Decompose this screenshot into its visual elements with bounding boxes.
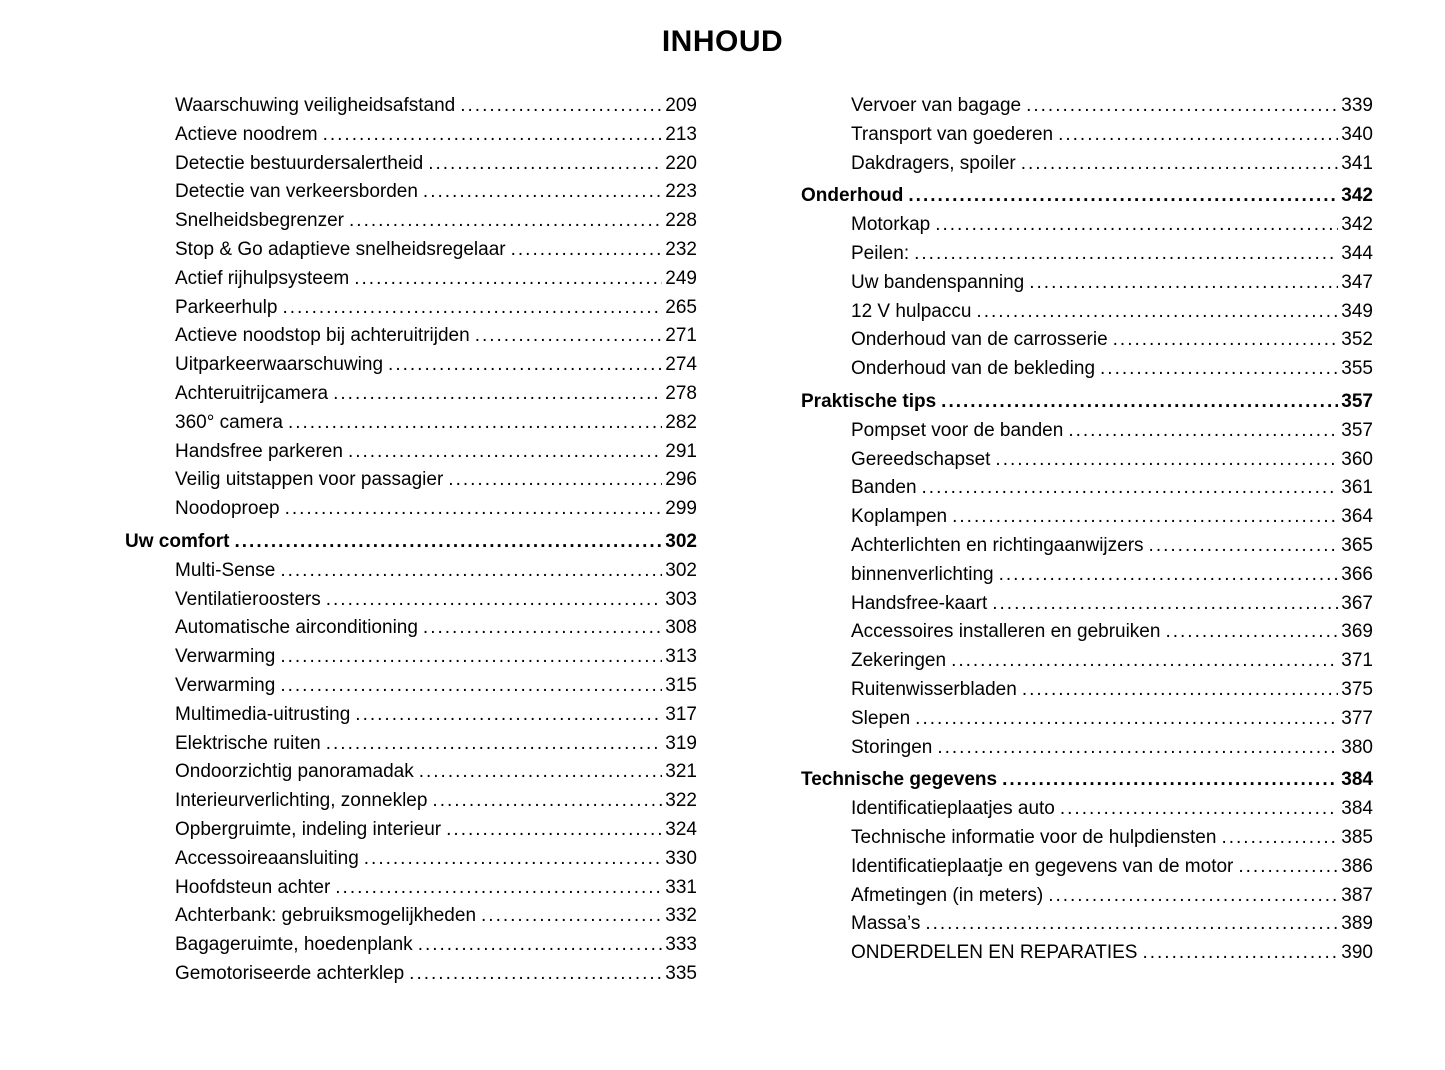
toc-dot-leader — [280, 557, 662, 586]
toc-entry — [801, 676, 1373, 705]
toc-entry-page-number: 274 — [665, 354, 697, 376]
toc-dot-leader — [951, 647, 1338, 676]
toc-entry-label: 12 V hulpaccu — [851, 300, 972, 322]
toc-entry-label: Massa’s — [851, 913, 921, 935]
toc-entry-label: Actieve noodstop bij achteruitrijden — [175, 325, 470, 347]
toc-dot-leader — [326, 730, 663, 759]
toc-dot-leader — [326, 586, 663, 615]
toc-dot-leader — [409, 960, 662, 989]
toc-entry — [801, 446, 1373, 475]
toc-dot-leader — [1238, 853, 1338, 882]
toc-entry — [125, 495, 697, 524]
toc-dot-leader — [925, 910, 1338, 939]
toc-entry-label: Transport van goederen — [851, 123, 1054, 145]
toc-entry-label: Automatische airconditioning — [175, 617, 418, 639]
toc-dot-leader — [952, 503, 1338, 532]
toc-entry-label: Bagageruimte, hoedenplank — [175, 934, 413, 956]
toc-dot-leader — [354, 265, 662, 294]
toc-entry-page-number: 389 — [1341, 913, 1373, 935]
toc-dot-leader — [285, 495, 663, 524]
toc-dot-leader — [423, 614, 662, 643]
toc-entry-page-number: 220 — [665, 152, 697, 174]
toc-entry-page-number: 339 — [1341, 95, 1373, 116]
toc-entry — [801, 939, 1373, 968]
toc-dot-leader — [976, 298, 1338, 327]
toc-entry-page-number: 265 — [665, 296, 697, 318]
toc-entry — [801, 705, 1373, 734]
toc-entry — [801, 647, 1373, 676]
toc-dot-leader — [282, 294, 662, 323]
toc-entry-page-number: 223 — [665, 181, 697, 203]
toc-entry-page-number: 377 — [1341, 707, 1373, 729]
toc-entry-page-number: 390 — [1341, 942, 1373, 964]
toc-entry-label: Veilig uitstappen voor passagier — [175, 469, 444, 491]
toc-entry-label: Uw bandenspanning — [851, 271, 1025, 293]
toc-dot-leader — [481, 902, 662, 931]
toc-entry-label: Identificatieplaatjes auto — [851, 798, 1055, 820]
toc-entry — [125, 178, 697, 207]
toc-entry-page-number: 324 — [665, 818, 697, 840]
toc-entry — [801, 326, 1373, 355]
toc-dot-leader — [460, 92, 662, 121]
toc-dot-leader — [280, 672, 662, 701]
toc-entry-page-number: 355 — [1341, 358, 1373, 380]
toc-entry-page-number: 319 — [665, 732, 697, 754]
toc-entry-label: Onderhoud — [801, 185, 904, 207]
page-title: INHOUD — [661, 25, 784, 58]
toc-entry — [801, 590, 1373, 619]
toc-entry-label: Achterlichten en richtingaanwijzers — [851, 534, 1144, 556]
toc-entry-page-number: 302 — [665, 530, 697, 552]
toc-entry-label: Technische gegevens — [801, 769, 998, 791]
toc-entry-label: Peilen: — [851, 242, 910, 264]
toc-dot-leader — [423, 178, 662, 207]
toc-entry-label: binnenverlichting — [851, 563, 994, 585]
toc-section-entry — [801, 182, 1373, 211]
toc-dot-leader — [235, 528, 663, 557]
toc-entry-label: Achterbank: gebruiksmogelijkheden — [175, 905, 477, 927]
toc-dot-leader — [448, 466, 662, 495]
toc-entry-label: Banden — [851, 477, 917, 499]
toc-entry — [801, 734, 1373, 763]
toc-entry — [125, 121, 697, 150]
toc-entry-page-number: 313 — [665, 646, 697, 668]
toc-entry-label: Uw comfort — [125, 530, 230, 552]
toc-entry — [125, 787, 697, 816]
toc-entry-label: Technische informatie voor de hulpdiensten — [851, 826, 1217, 848]
toc-entry-page-number: 332 — [665, 905, 697, 927]
toc-dot-leader — [323, 121, 663, 150]
toc-dot-leader — [999, 561, 1339, 590]
toc-dot-leader — [1048, 882, 1338, 911]
toc-entry-label: Opbergruimte, indeling interieur — [175, 818, 442, 840]
toc-dot-leader — [914, 240, 1338, 269]
toc-entry-page-number: 209 — [665, 95, 697, 116]
toc-entry-page-number: 365 — [1341, 534, 1373, 556]
toc-entry — [125, 960, 697, 989]
toc-column-right — [801, 92, 1373, 989]
toc-entry — [801, 121, 1373, 150]
toc-dot-leader — [992, 590, 1338, 619]
toc-entry-page-number: 380 — [1341, 736, 1373, 758]
toc-entry-label: Actieve noodrem — [175, 123, 318, 145]
toc-dot-leader — [1221, 824, 1338, 853]
toc-entry-page-number: 296 — [665, 469, 697, 491]
toc-dot-leader — [995, 446, 1338, 475]
toc-section-entry — [125, 528, 697, 557]
toc-entry — [801, 795, 1373, 824]
toc-entry-page-number: 341 — [1341, 152, 1373, 174]
toc-entry-page-number: 330 — [665, 847, 697, 869]
toc-entry — [125, 672, 697, 701]
toc-entry-label: Hoofdsteun achter — [175, 876, 331, 898]
toc-entry — [125, 614, 697, 643]
toc-entry — [125, 207, 697, 236]
toc-entry-page-number: 386 — [1341, 855, 1373, 877]
toc-dot-leader — [355, 701, 662, 730]
toc-entry-label: Dakdragers, spoiler — [851, 152, 1016, 174]
toc-entry-label: ONDERDELEN EN REPARATIES — [851, 942, 1138, 964]
toc-entry-label: Afmetingen (in meters) — [851, 884, 1044, 906]
toc-entry-page-number: 357 — [1341, 419, 1373, 441]
toc-entry-label: 360° camera — [175, 411, 283, 433]
toc-dot-leader — [1149, 532, 1339, 561]
toc-dot-leader — [1021, 150, 1339, 179]
toc-dot-leader — [1058, 121, 1338, 150]
toc-section-entry — [801, 388, 1373, 417]
toc-entry-label: Storingen — [851, 736, 933, 758]
toc-entry — [125, 351, 697, 380]
toc-entry — [801, 298, 1373, 327]
toc-entry-label: Onderhoud van de bekleding — [851, 358, 1096, 380]
toc-dot-leader — [349, 207, 662, 236]
toc-dot-leader — [388, 351, 662, 380]
toc-dot-leader — [1029, 269, 1338, 298]
toc-entry — [125, 236, 697, 265]
toc-entry-label: Waarschuwing veiligheidsafstand — [175, 95, 456, 116]
toc-dot-leader — [335, 874, 662, 903]
toc-entry-label: Snelheidsbegrenzer — [175, 210, 345, 232]
toc-entry-label: Slepen — [851, 707, 911, 729]
toc-entry — [125, 466, 697, 495]
toc-entry-page-number: 385 — [1341, 826, 1373, 848]
toc-dot-leader — [475, 322, 663, 351]
toc-dot-leader — [333, 380, 662, 409]
toc-entry-page-number: 322 — [665, 790, 697, 812]
toc-entry-label: Handsfree parkeren — [175, 440, 343, 462]
toc-entry-label: Interieurverlichting, zonneklep — [175, 790, 428, 812]
toc-entry — [125, 92, 697, 121]
toc-dot-leader — [428, 150, 662, 179]
toc-entry — [125, 557, 697, 586]
toc-entry-label: Praktische tips — [801, 390, 937, 412]
toc-entry-label: Achteruitrijcamera — [175, 382, 329, 404]
toc-entry — [801, 503, 1373, 532]
toc-section-entry — [801, 766, 1373, 795]
toc-dot-leader — [1022, 676, 1338, 705]
toc-entry-page-number: 342 — [1341, 185, 1373, 207]
toc-entry — [801, 211, 1373, 240]
toc-entry — [125, 294, 697, 323]
toc-entry-page-number: 213 — [665, 123, 697, 145]
toc-entry-page-number: 384 — [1341, 769, 1373, 791]
toc-entry-page-number: 340 — [1341, 123, 1373, 145]
toc-entry — [801, 240, 1373, 269]
toc-dot-leader — [1113, 326, 1339, 355]
toc-entry — [801, 532, 1373, 561]
toc-entry — [125, 902, 697, 931]
toc-dot-leader — [432, 787, 662, 816]
toc-entry-label: Motorkap — [851, 214, 931, 236]
toc-entry-page-number: 344 — [1341, 242, 1373, 264]
toc-dot-leader — [922, 474, 1339, 503]
toc-entry — [125, 874, 697, 903]
toc-entry — [125, 643, 697, 672]
toc-entry-page-number: 302 — [665, 559, 697, 581]
toc-entry — [125, 586, 697, 615]
toc-entry — [801, 474, 1373, 503]
toc-dot-leader — [511, 236, 663, 265]
toc-entry-label: Identificatieplaatje en gegevens van de motor — [851, 855, 1234, 877]
toc-entry-page-number: 369 — [1341, 621, 1373, 643]
toc-entry — [125, 931, 697, 960]
toc-entry — [125, 730, 697, 759]
toc-entry-page-number: 271 — [665, 325, 697, 347]
toc-entry-page-number: 349 — [1341, 300, 1373, 322]
toc-entry-page-number: 315 — [665, 674, 697, 696]
toc-dot-leader — [1142, 939, 1338, 968]
toc-entry — [801, 882, 1373, 911]
toc-dot-leader — [1100, 355, 1338, 384]
toc-entry — [125, 758, 697, 787]
toc-entry-label: Gereedschapset — [851, 448, 991, 470]
toc-entry-page-number: 384 — [1341, 798, 1373, 820]
toc-entry — [801, 853, 1373, 882]
toc-dot-leader — [1165, 618, 1338, 647]
toc-entry-label: Ruitenwisserbladen — [851, 678, 1017, 700]
toc-entry — [125, 845, 697, 874]
toc-entry-page-number: 347 — [1341, 271, 1373, 293]
toc-entry-label: Ventilatieroosters — [175, 588, 321, 610]
toc-columns — [125, 92, 1445, 989]
toc-entry-page-number: 278 — [665, 382, 697, 404]
toc-entry-page-number: 342 — [1341, 214, 1373, 236]
toc-entry — [125, 409, 697, 438]
toc-dot-leader — [915, 705, 1338, 734]
toc-entry-page-number: 228 — [665, 210, 697, 232]
toc-entry — [125, 380, 697, 409]
toc-entry-label: Noodoproep — [175, 498, 280, 520]
toc-entry-page-number: 333 — [665, 934, 697, 956]
toc-entry — [801, 92, 1373, 121]
toc-entry — [125, 816, 697, 845]
toc-entry — [125, 701, 697, 730]
toc-dot-leader — [280, 643, 662, 672]
toc-column-left — [125, 92, 697, 989]
toc-entry — [801, 910, 1373, 939]
toc-dot-leader — [1026, 92, 1338, 121]
toc-entry-page-number: 303 — [665, 588, 697, 610]
toc-dot-leader — [908, 182, 1338, 211]
toc-entry-label: Elektrische ruiten — [175, 732, 321, 754]
toc-dot-leader — [1068, 417, 1338, 446]
toc-entry-page-number: 360 — [1341, 448, 1373, 470]
toc-entry-label: Parkeerhulp — [175, 296, 278, 318]
toc-entry-page-number: 308 — [665, 617, 697, 639]
toc-entry-label: Accessoireaansluiting — [175, 847, 359, 869]
toc-entry — [125, 438, 697, 467]
toc-entry-label: Zekeringen — [851, 650, 947, 672]
toc-entry — [801, 417, 1373, 446]
toc-entry-label: Uitparkeerwaarschuwing — [175, 354, 384, 376]
toc-entry-label: Onderhoud van de carrosserie — [851, 329, 1108, 351]
toc-entry — [801, 150, 1373, 179]
toc-entry — [125, 322, 697, 351]
toc-entry-label: Verwarming — [175, 674, 276, 696]
toc-entry-page-number: 232 — [665, 238, 697, 260]
toc-entry — [801, 824, 1373, 853]
toc-dot-leader — [937, 734, 1338, 763]
toc-dot-leader — [419, 758, 663, 787]
toc-entry-page-number: 357 — [1341, 390, 1373, 412]
toc-entry-label: Detectie bestuurdersalertheid — [175, 152, 424, 174]
toc-entry-page-number: 291 — [665, 440, 697, 462]
toc-entry — [801, 355, 1373, 384]
toc-entry-label: Detectie van verkeersborden — [175, 181, 418, 203]
toc-dot-leader — [1060, 795, 1338, 824]
toc-entry — [125, 150, 697, 179]
toc-dot-leader — [418, 931, 663, 960]
toc-entry — [801, 618, 1373, 647]
toc-dot-leader — [364, 845, 663, 874]
toc-dot-leader — [348, 438, 662, 467]
toc-entry — [125, 265, 697, 294]
toc-entry-page-number: 317 — [665, 703, 697, 725]
toc-entry-label: Actief rijhulpsysteem — [175, 267, 350, 289]
toc-entry-label: Pompset voor de banden — [851, 419, 1064, 441]
toc-entry-page-number: 321 — [665, 761, 697, 783]
toc-entry-page-number: 352 — [1341, 329, 1373, 351]
toc-entry-page-number: 299 — [665, 498, 697, 520]
toc-entry-label: Accessoires installeren en gebruiken — [851, 621, 1161, 643]
toc-dot-leader — [941, 388, 1338, 417]
toc-entry-page-number: 366 — [1341, 563, 1373, 585]
toc-entry-page-number: 282 — [665, 411, 697, 433]
toc-entry-label: Stop & Go adaptieve snelheidsregelaar — [175, 238, 506, 260]
toc-dot-leader — [288, 409, 662, 438]
toc-entry-page-number: 331 — [665, 876, 697, 898]
toc-entry-label: Gemotoriseerde achterklep — [175, 962, 405, 984]
toc-entry-page-number: 375 — [1341, 678, 1373, 700]
toc-entry-label: Vervoer van bagage — [851, 95, 1022, 116]
toc-dot-leader — [1002, 766, 1338, 795]
toc-entry — [801, 269, 1373, 298]
toc-entry-label: Verwarming — [175, 646, 276, 668]
toc-dot-leader — [446, 816, 662, 845]
toc-entry — [801, 561, 1373, 590]
toc-entry-page-number: 367 — [1341, 592, 1373, 614]
toc-entry-page-number: 335 — [665, 962, 697, 984]
toc-entry-page-number: 364 — [1341, 506, 1373, 528]
toc-entry-page-number: 387 — [1341, 884, 1373, 906]
toc-entry-page-number: 249 — [665, 267, 697, 289]
toc-entry-label: Ondoorzichtig panoramadak — [175, 761, 414, 783]
toc-entry-label: Multi-Sense — [175, 559, 276, 581]
toc-entry-label: Handsfree-kaart — [851, 592, 988, 614]
toc-dot-leader — [935, 211, 1338, 240]
toc-entry-label: Koplampen — [851, 506, 948, 528]
toc-entry-page-number: 371 — [1341, 650, 1373, 672]
toc-entry-label: Multimedia-uitrusting — [175, 703, 351, 725]
toc-entry-page-number: 361 — [1341, 477, 1373, 499]
